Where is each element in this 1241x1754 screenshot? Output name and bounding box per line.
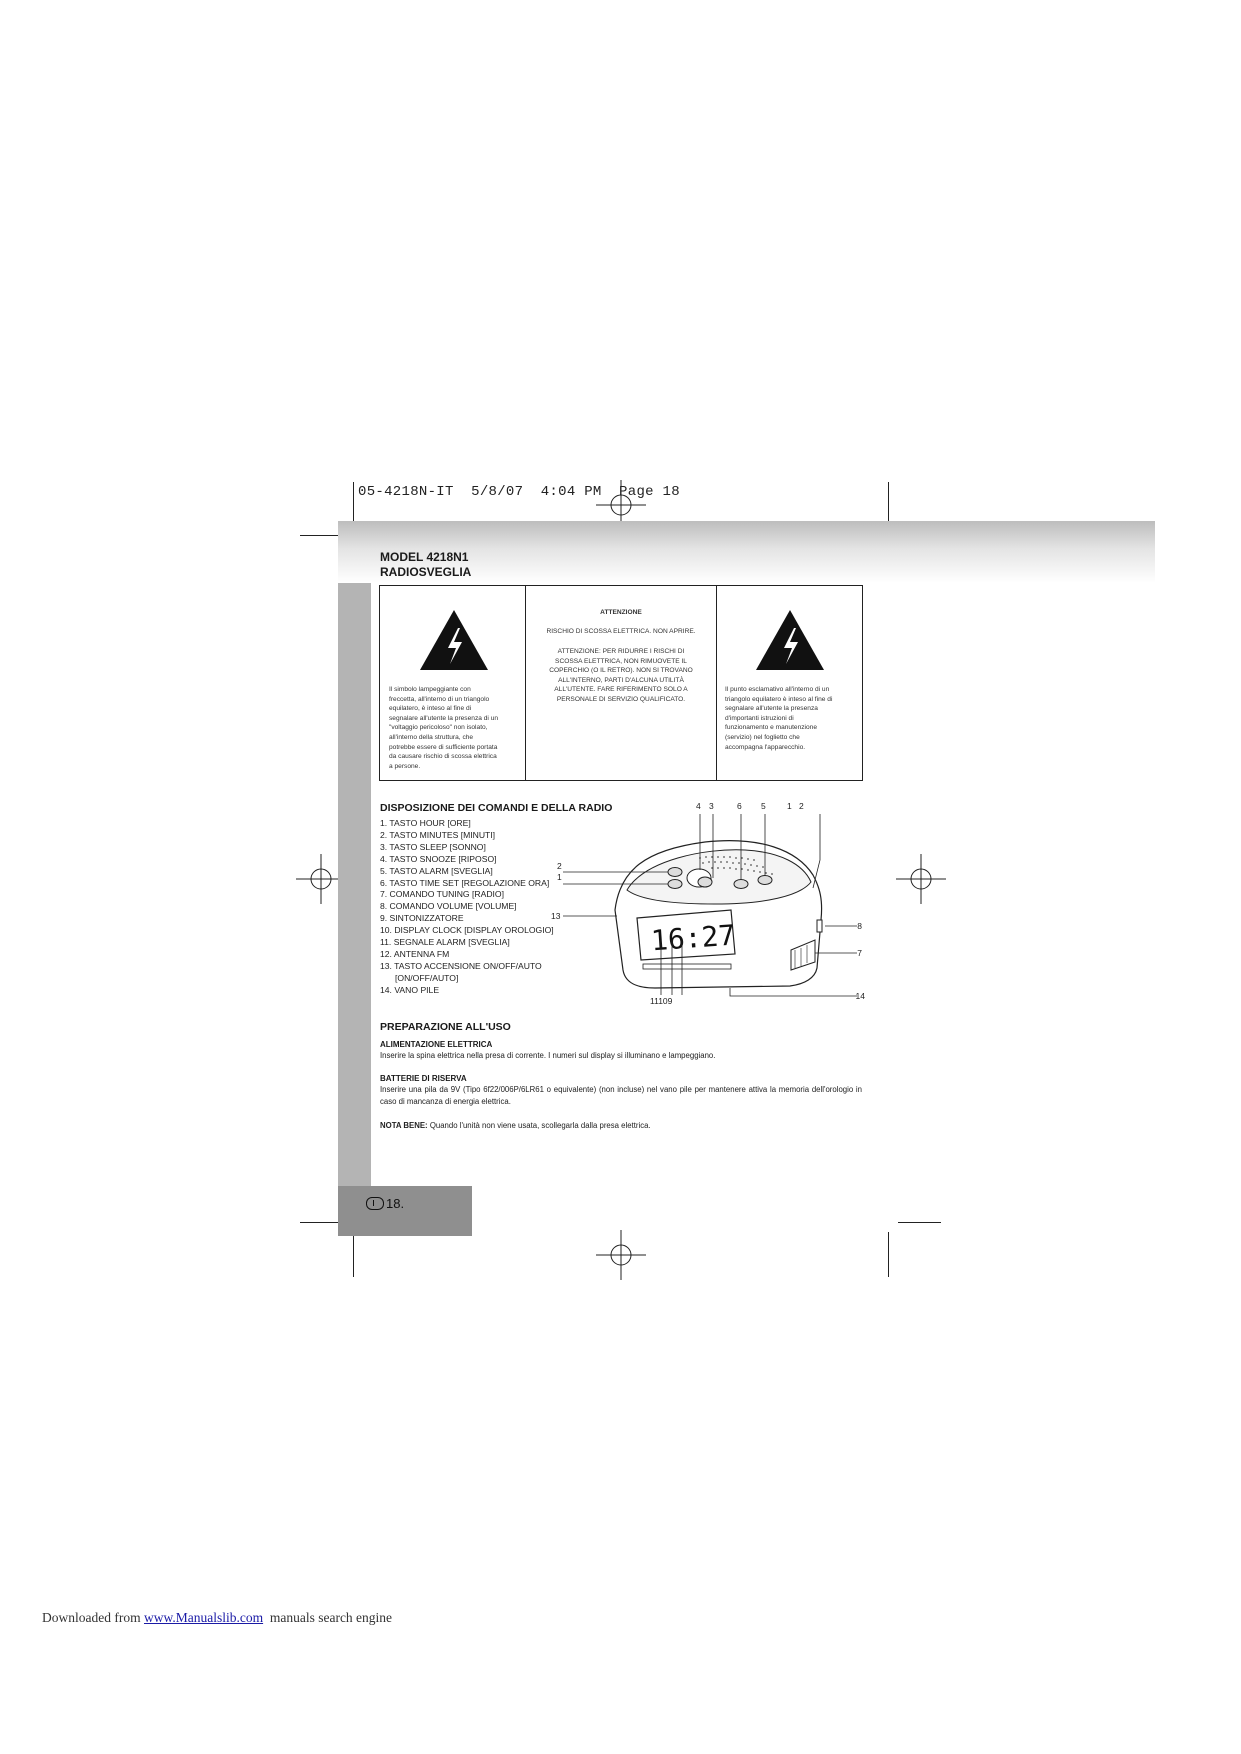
crop-mark <box>888 1232 889 1277</box>
crop-mark <box>300 535 343 536</box>
callout-label: 7 <box>857 948 862 958</box>
warning-exclamation-cell <box>717 586 862 780</box>
battery-text: Inserire una pila da 9V (Tipo 6f22/006P/6LR61 o equivalente) (non incluse) nel vano pile per mantenere attiva la memoria dell'orologio in caso di mancanza di energia elettrica. <box>380 1085 862 1107</box>
page-number-text: 18. <box>386 1196 405 1211</box>
warning-attention-cell <box>526 586 717 780</box>
attention-line: RISCHIO DI SCOSSA ELETTRICA. NON APRIRE. <box>546 628 696 635</box>
callout-label: 8 <box>857 921 862 931</box>
list-item: 10. DISPLAY CLOCK [DISPLAY OROLOGIO] <box>380 925 554 936</box>
callout-label: 1 <box>557 872 562 882</box>
callout-label: 14 <box>855 991 865 1001</box>
note-label: NOTA BENE: <box>380 1121 428 1130</box>
warning-lightning-cell <box>380 586 526 780</box>
italy-language-icon <box>366 1197 384 1210</box>
side-bar <box>338 583 371 1186</box>
power-text: Inserire la spina elettrica nella presa di corrente. I numeri sul display si illuminano e lampeggiano. <box>380 1051 716 1060</box>
crop-mark <box>300 1222 343 1223</box>
registration-target-icon <box>596 1230 646 1280</box>
callout-label: 11109 <box>650 996 673 1006</box>
callout-label: 2 <box>557 861 562 871</box>
list-item: 11. SEGNALE ALARM [SVEGLIA] <box>380 937 510 948</box>
list-item: 7. COMANDO TUNING [RADIO] <box>380 889 504 900</box>
callout-label: 1 <box>787 801 792 811</box>
list-item: 13. TASTO ACCENSIONE ON/OFF/AUTO <box>380 960 542 971</box>
download-prefix: Downloaded from <box>42 1610 144 1625</box>
list-item: 6. TASTO TIME SET [REGOLAZIONE ORA] <box>380 877 550 888</box>
lightning-warning-icon <box>418 608 490 672</box>
list-item: 5. TASTO ALARM [SVEGLIA] <box>380 865 493 876</box>
footer-box <box>338 1186 472 1236</box>
note-body: Quando l'unità non viene usata, scollegarla dalla presa elettrica. <box>427 1121 651 1130</box>
list-item: 4. TASTO SNOOZE [RIPOSO] <box>380 853 497 864</box>
list-item: [ON/OFF/AUTO] <box>395 972 459 983</box>
list-item: 12. ANTENNA FM <box>380 948 450 959</box>
registration-target-icon <box>896 854 946 904</box>
battery-heading: BATTERIE DI RISERVA <box>380 1074 467 1083</box>
list-item: 9. SINTONIZZATORE <box>380 913 464 924</box>
manualslib-link[interactable]: www.Manualslib.com <box>143 1610 264 1625</box>
power-heading: ALIMENTAZIONE ELETTRICA <box>380 1040 493 1049</box>
safety-warning-box <box>379 585 863 781</box>
crop-mark <box>898 1222 941 1223</box>
attention-title: ATTENZIONE <box>600 609 642 616</box>
list-item: 2. TASTO MINUTES [MINUTI] <box>380 829 496 840</box>
callout-label: 2 <box>799 801 804 811</box>
callout-label: 6 <box>737 801 742 811</box>
download-suffix: manuals search engine <box>263 1610 393 1625</box>
list-item: 3. TASTO SLEEP [SONNO] <box>380 841 486 852</box>
prep-heading: PREPARAZIONE ALL'USO <box>380 1021 511 1033</box>
lightning-warning-text: Il simbolo lampeggiante con freccetta, all'interno di un triangolo equilatero, è inteso al fine di segnalare all'utente la presenza di un "voltaggio pericoloso" non isolato, all'interno della struttura, che potrebbe essere di sufficiente portata da causare rischio di scossa elettrica a persone. <box>389 686 499 770</box>
page-number <box>366 1196 404 1211</box>
product-name: RADIOSVEGLIA <box>380 565 472 579</box>
page-title <box>380 550 471 580</box>
clock-radio-diagram <box>551 800 865 1006</box>
list-item: 1. TASTO HOUR [ORE] <box>380 818 471 828</box>
exclamation-warning-text: Il punto esclamativo all'interno di un triangolo equilatero è inteso al fine di segnalare all'utente la presenza d'importanti istruzioni di funzionamento e manutenzione (servizio) nel foglietto che accompagna l'apparecchio. <box>725 686 833 751</box>
crop-mark <box>353 1232 354 1277</box>
callout-label: 3 <box>709 801 714 811</box>
attention-text: ATTENZIONE: PER RIDURRE I RISCHI DI SCOSSA ELETTRICA, NON RIMUOVETE IL COPERCHIO (O IL RETRO). NON SI TROVANO ALL'INTERNO, PARTI D'ALCUNA UTILITÀ ALL'UTENTE. FARE RIFERIMENTO SOLO A PERSONALE DI SERVIZIO QUALIFICATO. <box>549 648 693 703</box>
callout-label: 13 <box>551 911 561 921</box>
callout-label: 5 <box>761 801 766 811</box>
list-item: 14. VANO PILE <box>380 984 440 995</box>
model-name: MODEL 4218N1 <box>380 550 469 564</box>
list-item: 8. COMANDO VOLUME [VOLUME] <box>380 901 517 912</box>
exclamation-warning-icon <box>754 608 826 672</box>
crop-mark <box>353 482 354 524</box>
crop-mark <box>888 482 889 524</box>
printer-slug: 05-4218N-IT 5/8/07 4:04 PM Page 18 <box>358 484 680 500</box>
clock-display-digits: 16:27 <box>649 918 737 958</box>
callout-label: 4 <box>696 801 701 811</box>
download-footer <box>42 1610 392 1626</box>
controls-heading: DISPOSIZIONE DEI COMANDI E DELLA RADIO <box>380 802 613 814</box>
controls-list <box>380 818 554 997</box>
note-text <box>380 1120 862 1132</box>
